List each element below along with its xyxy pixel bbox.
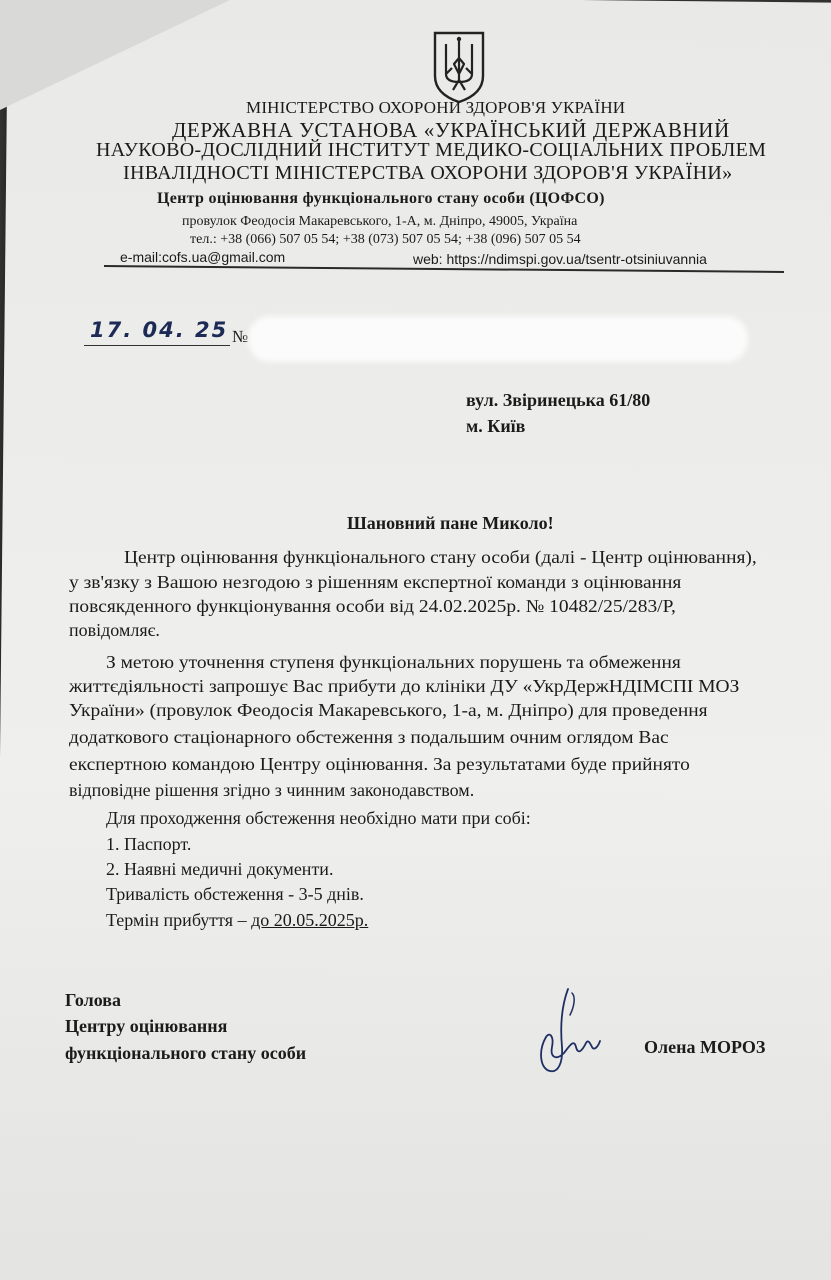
website-address: web: https://ndimspi.gov.ua/tsentr-otsiniuvannia — [413, 251, 707, 267]
paragraph-1-line: у зв'язку з Вашою незгодою з рішенням експертної команди з оцінювання — [69, 572, 682, 592]
handwritten-signature — [532, 985, 602, 1080]
coat-of-arms-icon — [432, 30, 486, 104]
paragraph-2-line: експертною командою Центру оцінювання. За результатами буде прийнято — [69, 754, 690, 774]
paragraph-2-line: України» (провулок Феодосія Макаревського, 1-а, м. Дніпро) для проведення — [69, 700, 708, 720]
institution-line-3: ІНВАЛІДНОСТІ МІНІСТЕРСТВА ОХОРОНИ ЗДОРОВ'Я УКРАЇНИ» — [123, 162, 733, 184]
ministry-name: МІНІСТЕРСТВО ОХОРОНИ ЗДОРОВ'Я УКРАЇНИ — [246, 98, 626, 117]
requirements-intro: Для проходження обстеження необхідно мати при собі: — [106, 808, 531, 828]
phone-numbers: тел.: +38 (066) 507 05 54; +38 (073) 507 05 54; +38 (096) 507 05 54 — [190, 232, 581, 247]
arrival-deadline-line — [106, 910, 368, 931]
paragraph-2-line: З метою уточнення ступеня функціональних порушень та обмеження — [106, 652, 681, 672]
recipient-street: вул. Звіринецька 61/80 — [466, 390, 651, 410]
handwritten-date: 17. 04. 25 — [90, 318, 229, 342]
paragraph-2-line: додаткового стаціонарного обстеження з подальшим очним оглядом Вас — [69, 727, 669, 747]
paragraph-1-line: Центр оцінювання функціонального стану особи (далі - Центр оцінювання), — [124, 547, 757, 567]
redacted-number — [248, 316, 748, 362]
signer-title-line-1: Голова — [65, 990, 122, 1010]
signer-title-line-3: функціонального стану особи — [65, 1043, 307, 1063]
email-address: e-mail:cofs.ua@gmail.com — [120, 249, 286, 265]
signer-title-line-2: Центру оцінювання — [65, 1016, 228, 1036]
number-sign: № — [232, 327, 249, 346]
institution-line-1: ДЕРЖАВНА УСТАНОВА «УКРАЇНСЬКИЙ ДЕРЖАВНИЙ — [172, 118, 730, 142]
center-name: Центр оцінювання функціонального стану особи (ЦОФСО) — [157, 190, 605, 207]
paragraph-2-line: відповідне рішення згідно з чинним законодавством. — [69, 780, 475, 800]
paragraph-1-line: повсякденного функціонування особи від 24.02.2025р. № 10482/25/283/Р, — [69, 596, 676, 616]
paragraph-2-line: життєдіяльності запрошує Вас прибути до клініки ДУ «УкрДержНДІМСПІ МОЗ — [69, 676, 740, 696]
recipient-city: м. Київ — [466, 416, 526, 436]
arrival-deadline: до 20.05.2025р. — [251, 910, 369, 930]
postal-address: провулок Феодосія Макаревського, 1-А, м. Дніпро, 49005, Україна — [182, 214, 578, 229]
date-underline — [84, 345, 230, 346]
greeting: Шановний пане Миколо! — [347, 513, 554, 533]
arrival-prefix: Термін прибуття – — [106, 910, 252, 930]
requirement-item: 1. Паспорт. — [106, 834, 192, 854]
paragraph-1-line: повідомляє. — [69, 620, 160, 640]
institution-line-2: НАУКОВО-ДОСЛІДНИЙ ІНСТИТУТ МЕДИКО-СОЦІАЛЬНИХ ПРОБЛЕМ — [96, 139, 767, 161]
examination-duration: Тривалість обстеження - 3-5 днів. — [106, 884, 364, 904]
signer-name: Олена МОРОЗ — [644, 1037, 766, 1057]
requirement-item: 2. Наявні медичні документи. — [106, 859, 334, 879]
